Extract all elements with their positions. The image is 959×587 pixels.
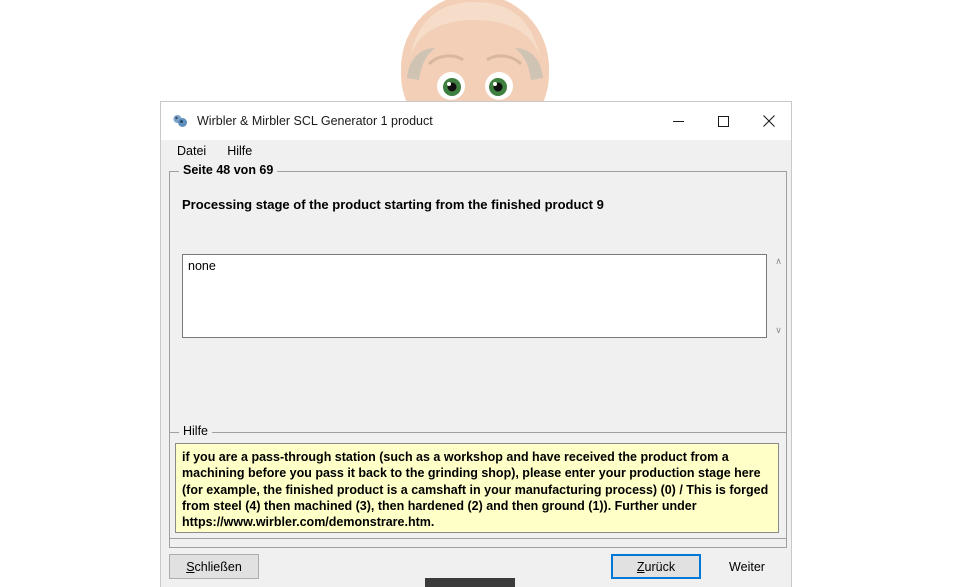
help-text: if you are a pass-through station (such as a workshop and have received the product from a machining before you pass it back to the grinding shop), please enter your production stage here (for example, the finished product is a camshaft in your manufacturing process) (0) / This is forged from steel (4) then machined (3), then hardened (2) and then ground (1)). Further under https://www.wirbler.com/demonstrare.htm. bbox=[175, 443, 779, 533]
page-counter-label: Seite 48 von 69 bbox=[179, 163, 277, 177]
back-button-accel: Z bbox=[636, 559, 645, 574]
answer-input[interactable]: none bbox=[188, 259, 216, 273]
maximize-icon bbox=[718, 116, 729, 127]
menu-item-hilfe[interactable]: Hilfe bbox=[227, 144, 253, 158]
app-icon bbox=[172, 113, 188, 129]
answer-scrollbar[interactable] bbox=[771, 254, 786, 338]
title-bar[interactable] bbox=[161, 102, 791, 140]
close-button-accel: S bbox=[186, 559, 195, 574]
minimize-icon bbox=[673, 116, 684, 127]
window-controls bbox=[656, 102, 791, 140]
answer-input-box[interactable] bbox=[182, 254, 767, 338]
scroll-down-icon[interactable]: ∨ bbox=[775, 325, 782, 335]
help-groupbox bbox=[169, 424, 787, 539]
application-window bbox=[160, 101, 792, 587]
scroll-up-icon[interactable]: ∧ bbox=[775, 256, 782, 266]
taskbar-sliver bbox=[425, 578, 515, 587]
close-button-label: chließen bbox=[194, 559, 242, 574]
close-icon bbox=[763, 115, 775, 127]
next-button[interactable] bbox=[709, 554, 785, 579]
menu-bar bbox=[161, 140, 791, 162]
menu-item-datei[interactable]: Datei bbox=[177, 144, 207, 158]
maximize-button[interactable] bbox=[701, 102, 746, 140]
window-title: Wirbler & Mirbler SCL Generator 1 product bbox=[197, 114, 433, 128]
back-button[interactable] bbox=[611, 554, 701, 579]
close-dialog-button[interactable] bbox=[169, 554, 259, 579]
minimize-button[interactable] bbox=[656, 102, 701, 140]
question-heading: Processing stage of the product starting from the finished product 9 bbox=[182, 197, 604, 212]
close-button[interactable] bbox=[746, 102, 791, 140]
help-legend: Hilfe bbox=[179, 424, 212, 438]
next-button-label: Weiter bbox=[729, 559, 765, 574]
back-button-label: urück bbox=[644, 559, 676, 574]
